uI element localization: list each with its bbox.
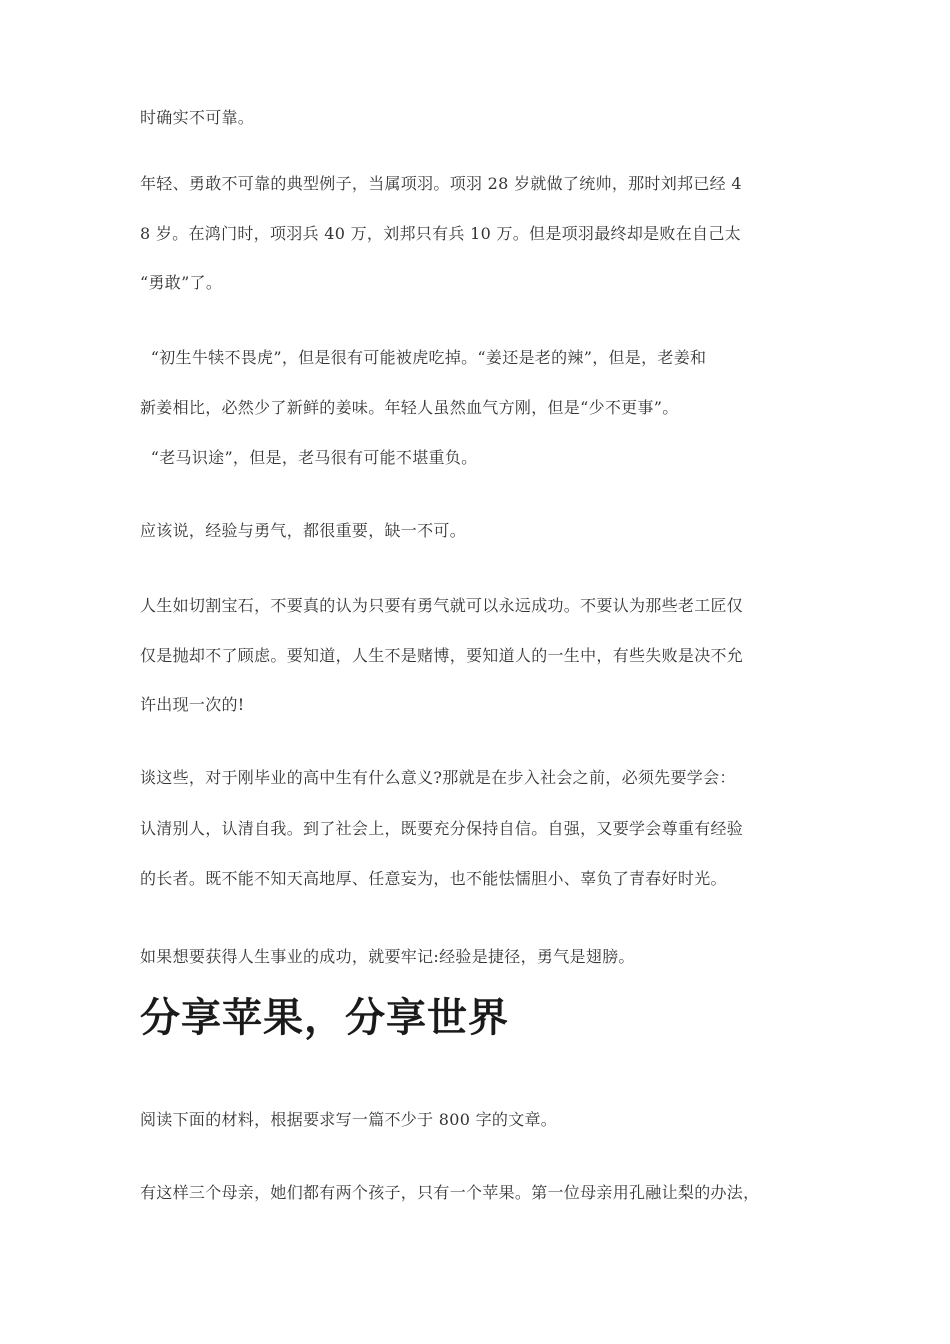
paragraph-line: “初生牛犊不畏虎”，但是很有可能被虎吃掉。“姜还是老的辣”，但是，老姜和 [140,348,707,367]
paragraph-line: 年轻、勇敢不可靠的典型例子，当属项羽。项羽 28 岁就做了统帅，那时刘邦已经 4 [140,174,742,193]
paragraph-line: 许出现一次的! [140,695,245,714]
paragraph-line: 有这样三个母亲，她们都有两个孩子，只有一个苹果。第一位母亲用孔融让梨的办法， [140,1183,760,1202]
paragraph-line: “老马识途”，但是，老马很有可能不堪重负。 [140,448,478,467]
paragraph-line: 谈这些，对于刚毕业的高中生有什么意义?那就是在步入社会之前，必须先要学会： [140,768,736,787]
paragraph-line: 认清别人，认清自我。到了社会上，既要充分保持自信。自强，又要学会尊重有经验 [140,819,744,838]
article-title: 分享苹果，分享世界 [140,995,509,1041]
paragraph-line: “勇敢”了。 [140,273,223,292]
paragraph-line: 时确实不可靠。 [140,108,255,127]
paragraph-line: 阅读下面的材料，根据要求写一篇不少于 800 字的文章。 [140,1110,558,1129]
paragraph-line: 8 岁。在鸿门时，项羽兵 40 万，刘邦只有兵 10 万。但是项羽最终却是败在自己太 [140,224,741,243]
paragraph-line: 的长者。既不能不知天高地厚、任意妄为，也不能怯懦胆小、辜负了青春好时光。 [140,869,727,888]
paragraph-line: 新姜相比，必然少了新鲜的姜味。年轻人虽然血气方刚，但是“少不更事”。 [140,398,679,417]
paragraph-line: 如果想要获得人生事业的成功，就要牢记:经验是捷径，勇气是翅膀。 [140,947,635,966]
paragraph-line: 应该说，经验与勇气，都很重要，缺一不可。 [140,521,467,540]
paragraph-line: 仅是抛却不了顾虑。要知道，人生不是赌博，要知道人的一生中，有些失败是决不允 [140,646,744,665]
paragraph-line: 人生如切割宝石，不要真的认为只要有勇气就可以永远成功。不要认为那些老工匠仅 [140,596,744,615]
